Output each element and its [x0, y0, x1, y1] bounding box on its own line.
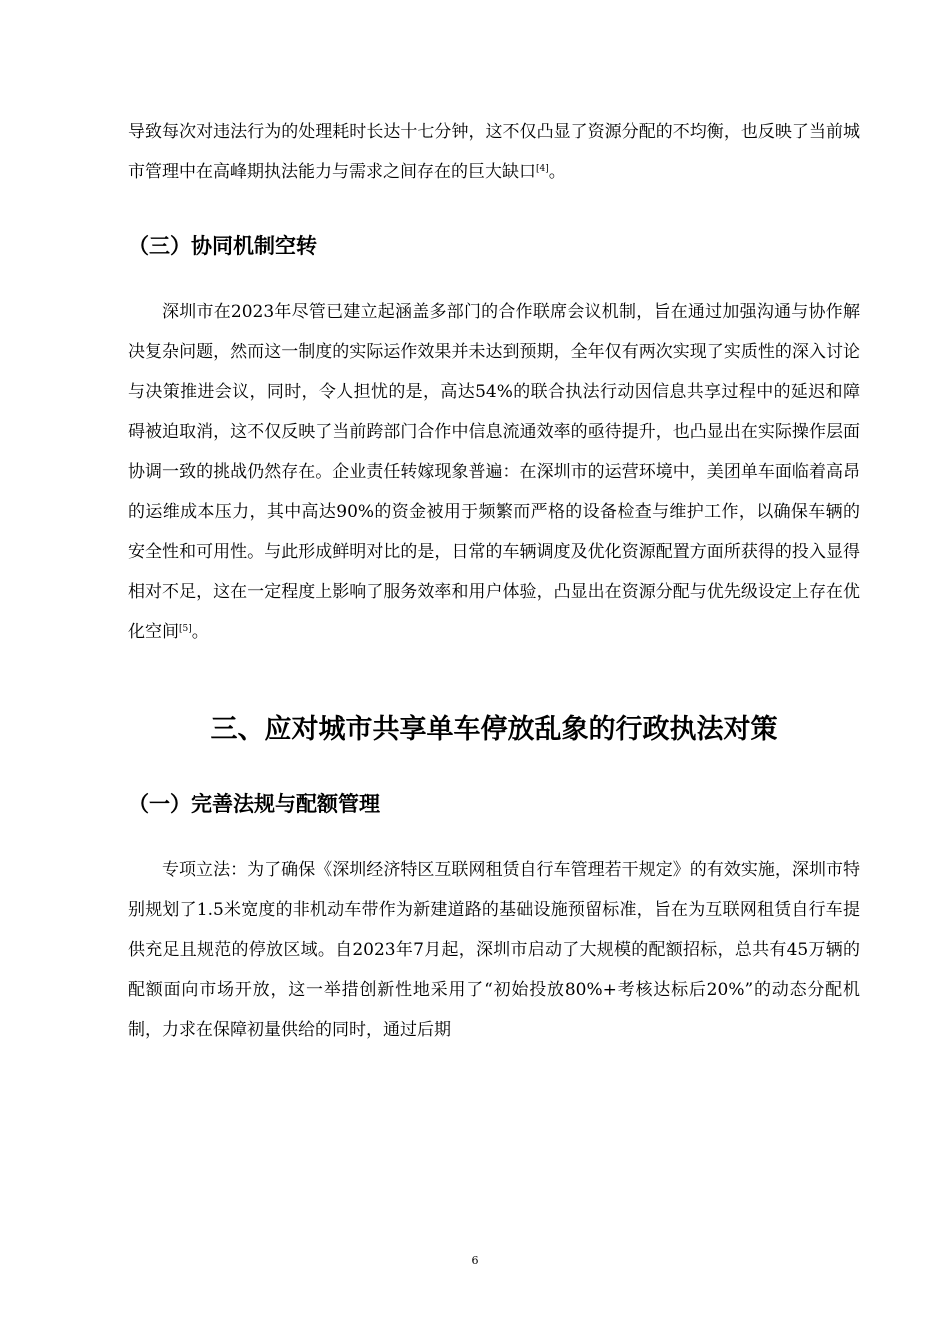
paragraph-tail: 。 — [548, 162, 566, 182]
paragraph-text: 专项立法：为了确保《深圳经济特区互联网租赁自行车管理若干规定》的有效实施，深圳市特别规划了1.5米宽度的非机动车带作为新建道路的基础设施预留标准，旨在为互联网租赁自行车提供充足且规范的停放区域。自2023年7月起，深圳市启动了大规模的配额招标，总共有45万辆的配额面向市场开放，这一举措创新性地采用了“初始投放80%+考核达标后20%”的动态分配机制，力求在保障初量供给的同时，通过后期 — [128, 860, 860, 1040]
paragraph-enforcement-gap — [128, 112, 860, 192]
section-heading-regulation: （一）完善法规与配额管理 — [128, 792, 380, 816]
paragraph-special-legislation — [128, 850, 860, 1050]
citation-ref: [4] — [536, 164, 549, 174]
citation-ref: [5] — [179, 624, 192, 634]
paragraph-coordination — [128, 292, 860, 652]
paragraph-tail: 。 — [191, 622, 209, 642]
page-number: 6 — [471, 1254, 479, 1267]
paragraph-text: 导致每次对违法行为的处理耗时长达十七分钟，这不仅凸显了资源分配的不均衡，也反映了当前城市管理中在高峰期执法能力与需求之间存在的巨大缺口 — [128, 122, 860, 182]
paragraph-text: 深圳市在2023年尽管已建立起涵盖多部门的合作联席会议机制，旨在通过加强沟通与协作解决复杂问题，然而这一制度的实际运作效果并未达到预期，全年仅有两次实现了实质性的深入讨论与决策推进会议，同时，令人担忧的是，高达54%的联合执法行动因信息共享过程中的延迟和障碍被迫取消，这不仅反映了当前跨部门合作中信息流通效率的亟待提升，也凸显出在实际操作层面协调一致的挑战仍然存在。企业责任转嫁现象普遍：在深圳市的运营环境中，美团单车面临着高昂的运维成本压力，其中高达90%的资金被用于频繁而严格的设备检查与维护工作，以确保车辆的安全性和可用性。与此形成鲜明对比的是，日常的车辆调度及优化资源配置方面所获得的投入显得相对不足，这在一定程度上影响了服务效率和用户体验，凸显出在资源分配与优先级设定上存在优化空间 — [128, 302, 860, 642]
chapter-heading: 三、应对城市共享单车停放乱象的行政执法对策 — [210, 714, 778, 745]
section-heading-coordination: （三）协同机制空转 — [128, 234, 317, 258]
document-page — [128, 112, 860, 1050]
